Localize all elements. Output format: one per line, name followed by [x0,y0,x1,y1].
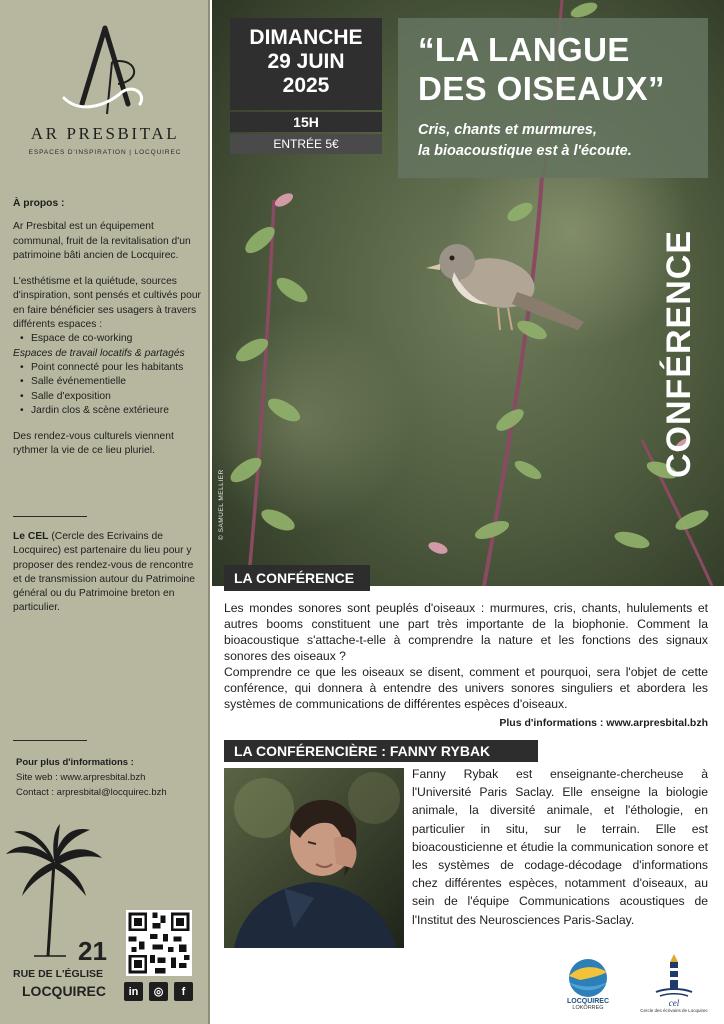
cel-text: (Cercle des Ecrivains de Locquirec) est partenaire du lieu pour y proposer des rendez-vous de rencontre et de transmission autour du Patrimoine général ou du Patrimoine breton en particulier. [13,531,196,614]
locquirec-logo [548,958,628,1011]
qr-code-icon[interactable] [126,910,192,976]
locquirec-logo-sub: LOKORREG [572,1005,604,1011]
cel-logo [638,952,710,1013]
list-item: • Salle d'exposition [13,390,201,404]
list-item: • Point connecté pour les habitants [13,361,201,375]
instagram-icon[interactable]: ◎ [149,982,168,1001]
photo-credit: © SAMUEL MELLIER [218,469,225,540]
event-subtitle-line2: la bioacoustique est à l'écoute. [418,143,632,159]
spaces-list [13,332,201,346]
conference-heading: LA CONFÉRENCE [224,565,370,591]
event-title-box [398,18,708,178]
event-day: DIMANCHE [249,26,363,49]
city-name: LOCQUIREC [22,983,106,999]
social-links [124,982,193,1001]
facebook-icon[interactable]: f [174,982,193,1001]
sidebar [0,0,210,1024]
speaker-bio: Fanny Rybak est enseignante-chercheuse à l'Université Paris Saclay. Elle enseigne la biologie animale, la diversité animale, et l'éthologie, en particulier in situ, sur le terrain. Elle est bioacousticienne et étudie la communication sonore et les systèmes de codage-décodage d'informations chez différentes espèces, notamment d'oiseaux, au sein de l'équipe Communications acoustiques de l'Institut des Neurosciences Paris-Saclay. [412,767,708,927]
divider [13,516,87,517]
event-date-text: 29 JUIN [267,50,345,73]
locquirec-logo-icon [560,958,616,998]
divider [13,740,87,741]
event-type-label: CONFÉRENCE [660,229,698,478]
street-name: RUE DE L'ÉGLISE [13,968,104,980]
contact-section [16,755,206,800]
event-price: ENTRÉE 5€ [230,134,382,154]
contact-heading: Pour plus d'informations : [16,757,134,768]
logo [0,22,210,156]
cel-name: Le CEL [13,531,49,542]
rental-spaces-list [13,361,201,418]
list-item: • Jardin clos & scène extérieure [13,404,201,418]
ar-presbital-logo-icon [50,22,160,118]
about-intro: Ar Presbital est un équipement communal, fruit de la revitalisation d'un patrimoine bâti ancien de Locquirec. [13,221,191,261]
event-date [230,18,382,110]
hero-photo [212,0,724,586]
email-link[interactable]: Contact : arpresbital@locquirec.bzh [16,787,167,798]
about-closing: Des rendez-vous culturels viennent rythmer la vie de ce lieu pluriel. [13,431,174,457]
event-year: 2025 [282,74,330,97]
linkedin-icon[interactable]: in [124,982,143,1001]
locquirec-logo-text: LOCQUIREC [567,998,609,1005]
spaces-subheading: Espaces de travail locatifs & partagés [13,347,185,359]
list-item: • Espace de co-working [13,332,201,346]
conference-paragraph-1: Les mondes sonores sont peuplés d'oiseaux : murmures, cris, chants, hululements et autres booms constituent une part très importante de la biophonie. Comment la bioacoustique s'attache-t-elle à comprendre la nature et les fonctions des signaux sonores des oiseaux ? [224,601,708,663]
list-item: • Salle événementielle [13,375,201,389]
street-number: 21 [78,936,107,966]
conference-paragraph-2: Comprendre ce que les oiseaux se disent, comment et pourquoi, sera l'objet de cette conférence, qui donnera à entendre des univers sonores singuliers et abordera les systèmes de communications de différentes espèces d'oiseaux. [224,665,708,711]
cel-logo-text: cel [668,998,680,1008]
more-info-link[interactable]: Plus d'informations : www.arpresbital.bzh [499,717,708,729]
event-title-line2: DES OISEAUX” [418,70,665,107]
about-heading: À propos : [13,198,65,209]
lighthouse-icon [654,952,694,998]
event-time: 15H [230,112,382,132]
website-link[interactable]: Site web : www.arpresbital.bzh [16,772,146,783]
speaker-portrait [224,768,404,948]
brand-tagline: ESPACES D'INSPIRATION | LOCQUIREC [28,149,182,156]
cel-section [13,530,201,616]
cel-logo-sub: Cercle des écrivains de Locquirec [640,1008,708,1013]
speaker-heading: LA CONFÉRENCIÈRE : FANNY RYBAK [224,740,538,762]
event-title-line1: “LA LANGUE [418,31,630,68]
event-subtitle-line1: Cris, chants et murmures, [418,122,597,138]
about-paragraph: L'esthétisme et la quiétude, sources d'inspiration, sont pensés et cultivés pour en faire bénéficier ses usagers à travers différents espaces : [13,276,201,331]
speaker-photo [224,768,404,948]
brand-name: AR PRESBITAL [30,124,180,143]
about-section [13,197,201,471]
conference-description [224,600,708,712]
